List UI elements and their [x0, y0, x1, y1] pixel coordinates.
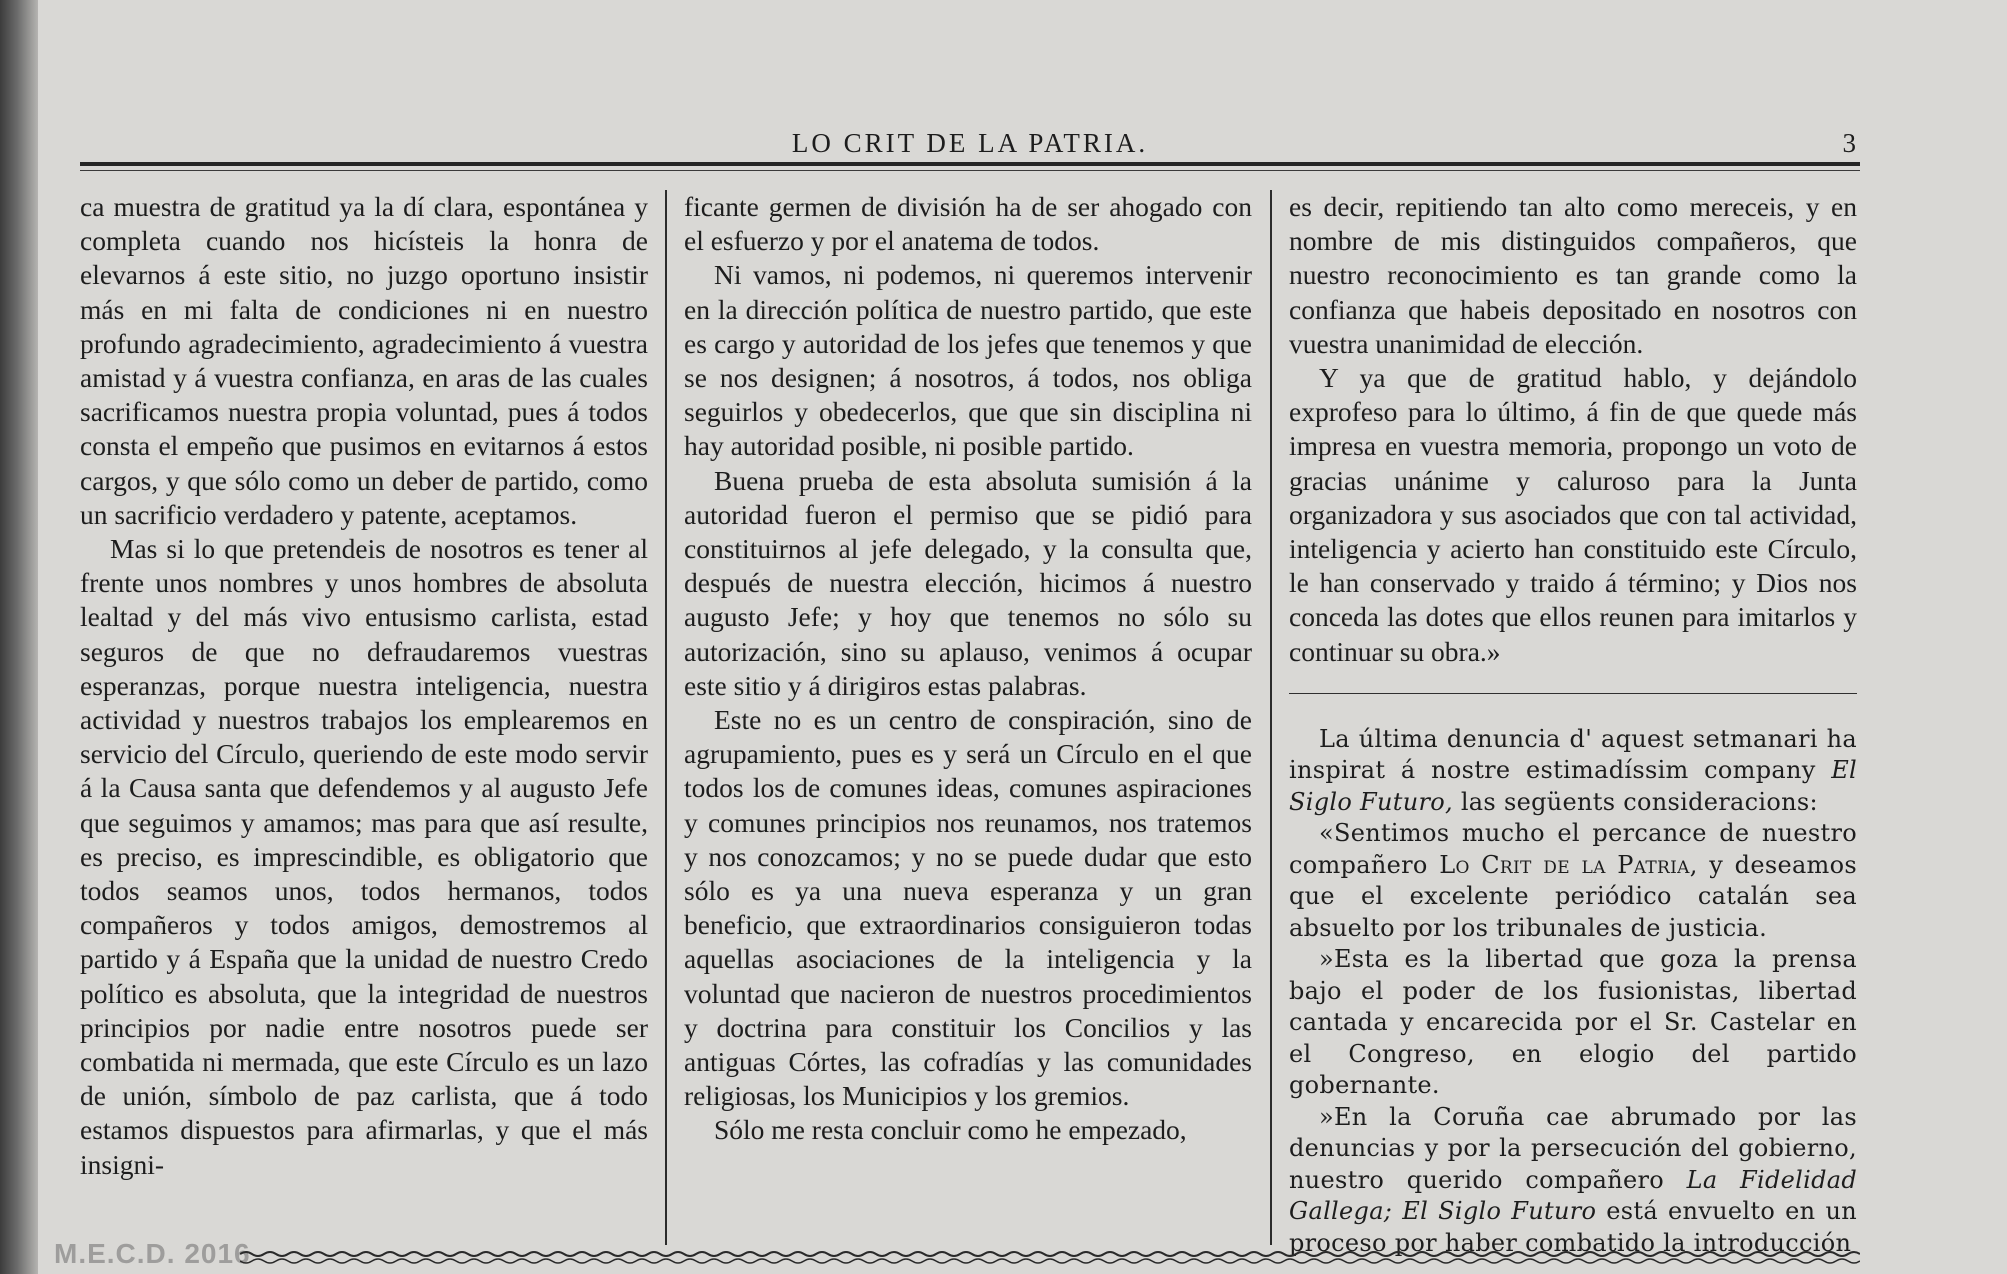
- news-item: [1289, 724, 1857, 1260]
- publication-name: El Siglo Futuro,: [1289, 756, 1857, 816]
- column-divider: [665, 190, 667, 1245]
- watermark: M.E.C.D. 2016: [54, 1238, 251, 1269]
- paragraph: Ni vamos, ni podemos, ni queremos intervenir en la dirección política de nuestro partido, que este es cargo y autoridad de los jefes que tenemos y que se nos designen; á nosotros, á todos, nos obliga seguirlos y obedecerlos, que que sin disciplina ni hay autoridad posible, ni posible partido.: [684, 259, 1252, 462]
- paragraph: Sólo me resta concluir como he empezado,: [714, 1114, 1187, 1146]
- header-title: LO CRIT DE LA PATRIA.: [791, 128, 1149, 158]
- text-run: y deseamos que el excelente periódico catalán sea absuelto por los tribunales de justicia.: [1289, 850, 1857, 942]
- column-1: [80, 190, 648, 1182]
- text-run: »En la Coruña cae abrumado por las denuncias y por la persecución del gobierno, nuestro querido compañero: [1289, 1102, 1857, 1194]
- bottom-wavy-rule: [240, 1248, 1860, 1268]
- paragraph: Este no es un centro de conspiración, sino de agrupamiento, pues es y será un Círculo en el que todos los de comunes ideas, comunes aspiraciones y comunes principios nos reunamos, nos tratemos y nos conozcamos; y no se puede dudar que esto sólo es ya una nueva esperanza y un gran beneficio, que extraordinarios consiguieron todas aquellas asociaciones de la inteligencia y la voluntad que nacieron de nuestros procedimientos y doctrina para constituir los Concilios y las antiguas Córtes, las cofradías y las comunidades religiosas, los Municipios y los gremios.: [684, 704, 1252, 1112]
- text-run: las següents consideracions:: [1452, 787, 1818, 816]
- column-2: [684, 190, 1252, 1148]
- text-run: «Sentimos mucho el percance de nuestro compañero: [1289, 819, 1857, 879]
- paragraph: ficante germen de división ha de ser ahogado con el esfuerzo y por el anatema de todos.: [684, 191, 1252, 257]
- page-binding-shadow: [0, 0, 38, 1274]
- publication-name: La Fidelidad Gallega; El Siglo Futuro: [1289, 1165, 1857, 1226]
- header-rule: [80, 162, 1860, 166]
- text-run: La última denuncia d' aquest setmanari ha inspirat á nostre estimadíssim company: [1289, 724, 1857, 785]
- page-number: 3: [1842, 128, 1856, 158]
- paragraph: Mas si lo que pretendeis de nosotros es tener al frente unos nombres y unos hombres de absoluta lealtad y del más vivo entusismo carlista, estad seguros de que no defraudaremos vuestras esperanzas, porque nuestra inteligencia, nuestra actividad y nuestros trabajos los emplearemos en servicio del Círculo, queriendo de este modo servir á la Causa santa que defendemos y al augusto Jefe que seguimos y amamos; mas para que así resulte, es preciso, es imprescindible, es obligatorio que todos seamos unos, todos hermanos, todos compañeros y todos amigos, demostremos al partido y á España que la unidad de nuestro Credo político es absoluta, que la integridad de nuestros principios por nadie entre nosotros puede ser combatida ni mermada, que este Círculo es un lazo de unión, símbolo de paz carlista, que á todo estamos dispuestos para afirmarlas, y que el más insigni-: [80, 533, 648, 1180]
- header-rule-thin: [80, 170, 1860, 171]
- paragraph: es decir, repitiendo tan alto como mereceis, y en nombre de mis distinguidos compañeros, que nuestro reconocimiento es tan grande como la confianza que habeis depositado en nosotros con vuestra unanimidad de elección.: [1289, 191, 1857, 359]
- column-3: [1289, 190, 1857, 1259]
- news-paragraph: [1289, 724, 1857, 819]
- section-separator: [1289, 693, 1857, 694]
- text-run: está envuelto en un proceso por haber combatido la introducción: [1289, 1197, 1857, 1257]
- paragraph: Y ya que de gratitud hablo, y dejándolo exprofeso para lo último, á fin de que quede más impresa en vuestra memoria, propongo un voto de gracias unánime y caluroso para la Junta organizadora y sus asociados que con tal actividad, inteligencia y acierto han constituido este Círculo, le han conservado y traido á término; y Dios nos conceda las dotes que ellos reunen para imitarlos y continuar su obra.»: [1289, 362, 1857, 667]
- running-header: [80, 128, 1860, 162]
- paragraph: ca muestra de gratitud ya la dí clara, espontánea y completa cuando nos hicísteis la honra de elevarnos á este sitio, no juzgo oportuno insistir más en mi falta de condiciones ni en nuestro profundo agradecimiento, agradecimiento á vuestra amistad y á vuestra confianza, en aras de las cuales sacrificamos nuestra propia voluntad, pues á todos consta el empeño que pusimos en evitarnos á estos cargos, y que sólo como un deber de partido, como un sacrificio verdadero y patente, aceptamos.: [80, 191, 648, 530]
- news-paragraph: »Esta es la libertad que goza la prensa bajo el poder de los fusionistas, libertad cantada y encarecida por el Sr. Castelar en el Congreso, en elogio del partido gobernante.: [1289, 945, 1857, 1100]
- news-paragraph: [1289, 818, 1857, 944]
- paragraph: Buena prueba de esta absoluta sumisión á la autoridad fueron el permiso que se pidió para constituirnos al jefe delegado, y la consulta que, después de nuestra elección, hicimos á nuestro augusto Jefe; y hoy que tenemos no sólo su autorización, sino su aplauso, venimos á ocupar este sitio y á dirigiros estas palabras.: [684, 464, 1252, 701]
- publication-name: Lo Crit de la Patria,: [1439, 850, 1698, 879]
- column-divider: [1270, 190, 1272, 1245]
- news-paragraph: [1289, 1102, 1857, 1260]
